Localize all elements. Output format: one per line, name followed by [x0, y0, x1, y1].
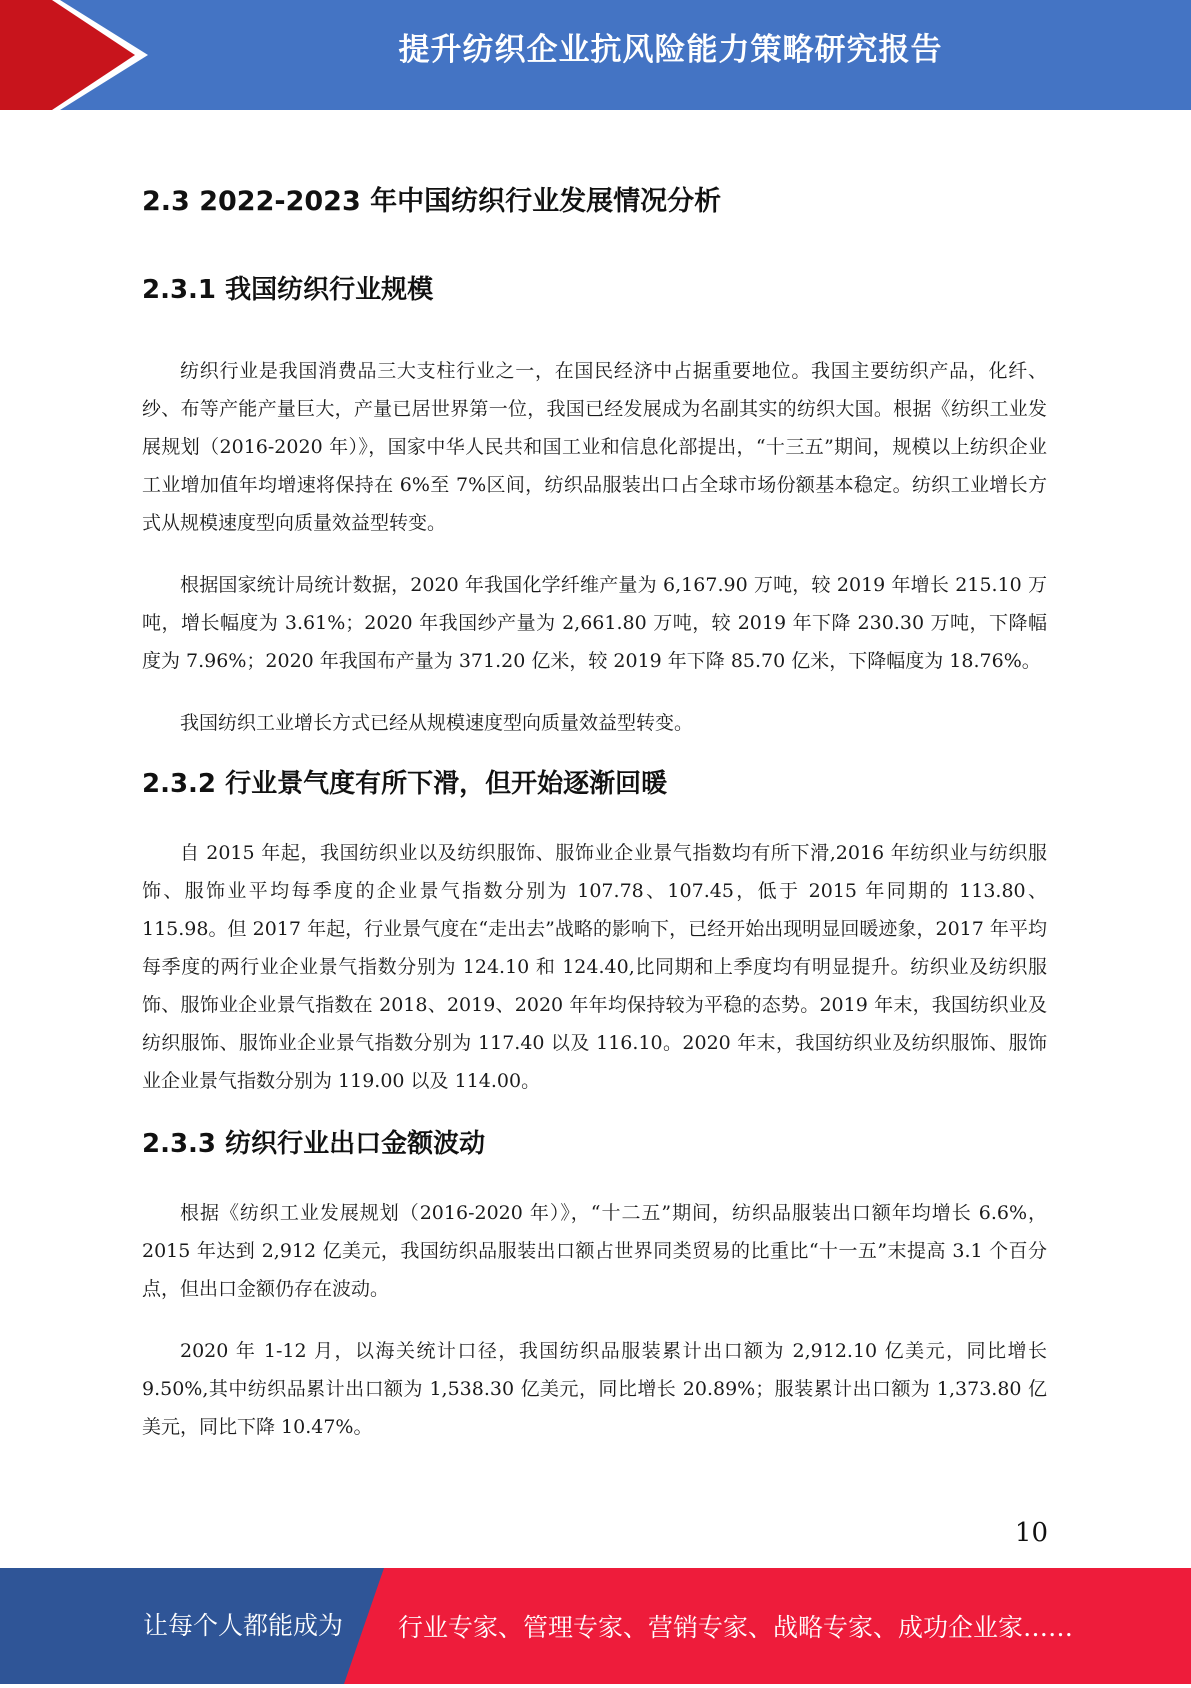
footer-slogan-left: 让每个人都能成为 [143, 1611, 344, 1640]
paragraph: 自 2015 年起，我国纺织业以及纺织服饰、服饰业企业景气指数均有所下滑,2016 年纺织业与纺织服饰、服饰业平均每季度的企业景气指数分别为 107.78、107.45，低于 2015 年同期的 113.80、115.98。但 2017 年起，行业景气度在“走出去”战略的影响下，已经开始出现明显回暖迹象，2017 年平均每季度的两行业企业景气指数分别为 124.10 和 124.40,比同期和上季度均有明显提升。纺织业及纺织服饰、服饰业企业景气指数在 2018、2019、2020 年年均保持较为平稳的态势。2019 年末，我国纺织业及纺织服饰、服饰业企业景气指数分别为 117.40 以及 116.10。2020 年末，我国纺织业及纺织服饰、服饰业企业景气指数分别为 119.00 以及 114.00。 [142, 842, 1047, 1092]
subsection-heading-2-3-2: 2.3.2 行业景气度有所下滑，但开始逐渐回暖 [142, 769, 668, 799]
paragraph: 我国纺织工业增长方式已经从规模速度型向质量效益型转变。 [180, 712, 694, 734]
subsection-heading-2-3-3: 2.3.3 纺织行业出口金额波动 [142, 1129, 486, 1159]
page-header [0, 0, 1191, 110]
footer-slogan-right: 行业专家、管理专家、营销专家、战略专家、成功企业家…… [398, 1613, 1074, 1642]
paragraph: 纺织行业是我国消费品三大支柱行业之一，在国民经济中占据重要地位。我国主要纺织产品，化纤、纱、布等产能产量巨大，产量已居世界第一位，我国已经发展成为名副其实的纺织大国。根据《纺织工业发展规划（2016-2020 年）》，国家中华人民共和国工业和信息化部提出，“十三五”期间，规模以上纺织企业工业增加值年均增速将保持在 6%至 7%区间，纺织品服装出口占全球市场份额基本稳定。纺织工业增长方式从规模速度型向质量效益型转变。 [142, 360, 1047, 534]
subsection-heading-2-3-1: 2.3.1 我国纺织行业规模 [142, 275, 434, 305]
page-content [142, 160, 1047, 1446]
paragraph: 根据国家统计局统计数据，2020 年我国化学纤维产量为 6,167.90 万吨，较 2019 年增长 215.10 万吨，增长幅度为 3.61%；2020 年我国纱产量为 2,661.80 万吨，较 2019 年下降 230.30 万吨，下降幅度为 7.96%；2020 年我国布产量为 371.20 亿米，较 2019 年下降 85.70 亿米，下降幅度为 18.76%。 [142, 574, 1047, 672]
section-heading: 2.3 2022-2023 年中国纺织行业发展情况分析 [142, 186, 722, 217]
page-footer [0, 1568, 1191, 1684]
report-title: 提升纺织企业抗风险能力策略研究报告 [398, 32, 943, 68]
paragraph: 根据《纺织工业发展规划（2016-2020 年）》，“十二五”期间，纺织品服装出口额年均增长 6.6%，2015 年达到 2,912 亿美元，我国纺织品服装出口额占世界同类贸易的比重比“十一五”末提高 3.1 个百分点，但出口金额仍存在波动。 [142, 1202, 1047, 1300]
paragraph: 2020 年 1-12 月，以海关统计口径，我国纺织品服装累计出口额为 2,912.10 亿美元，同比增长 9.50%,其中纺织品累计出口额为 1,538.30 亿美元，同比增长 20.89%；服装累计出口额为 1,373.80 亿美元，同比下降 10.47%。 [142, 1340, 1047, 1438]
page-number: 10 [1014, 1518, 1048, 1548]
